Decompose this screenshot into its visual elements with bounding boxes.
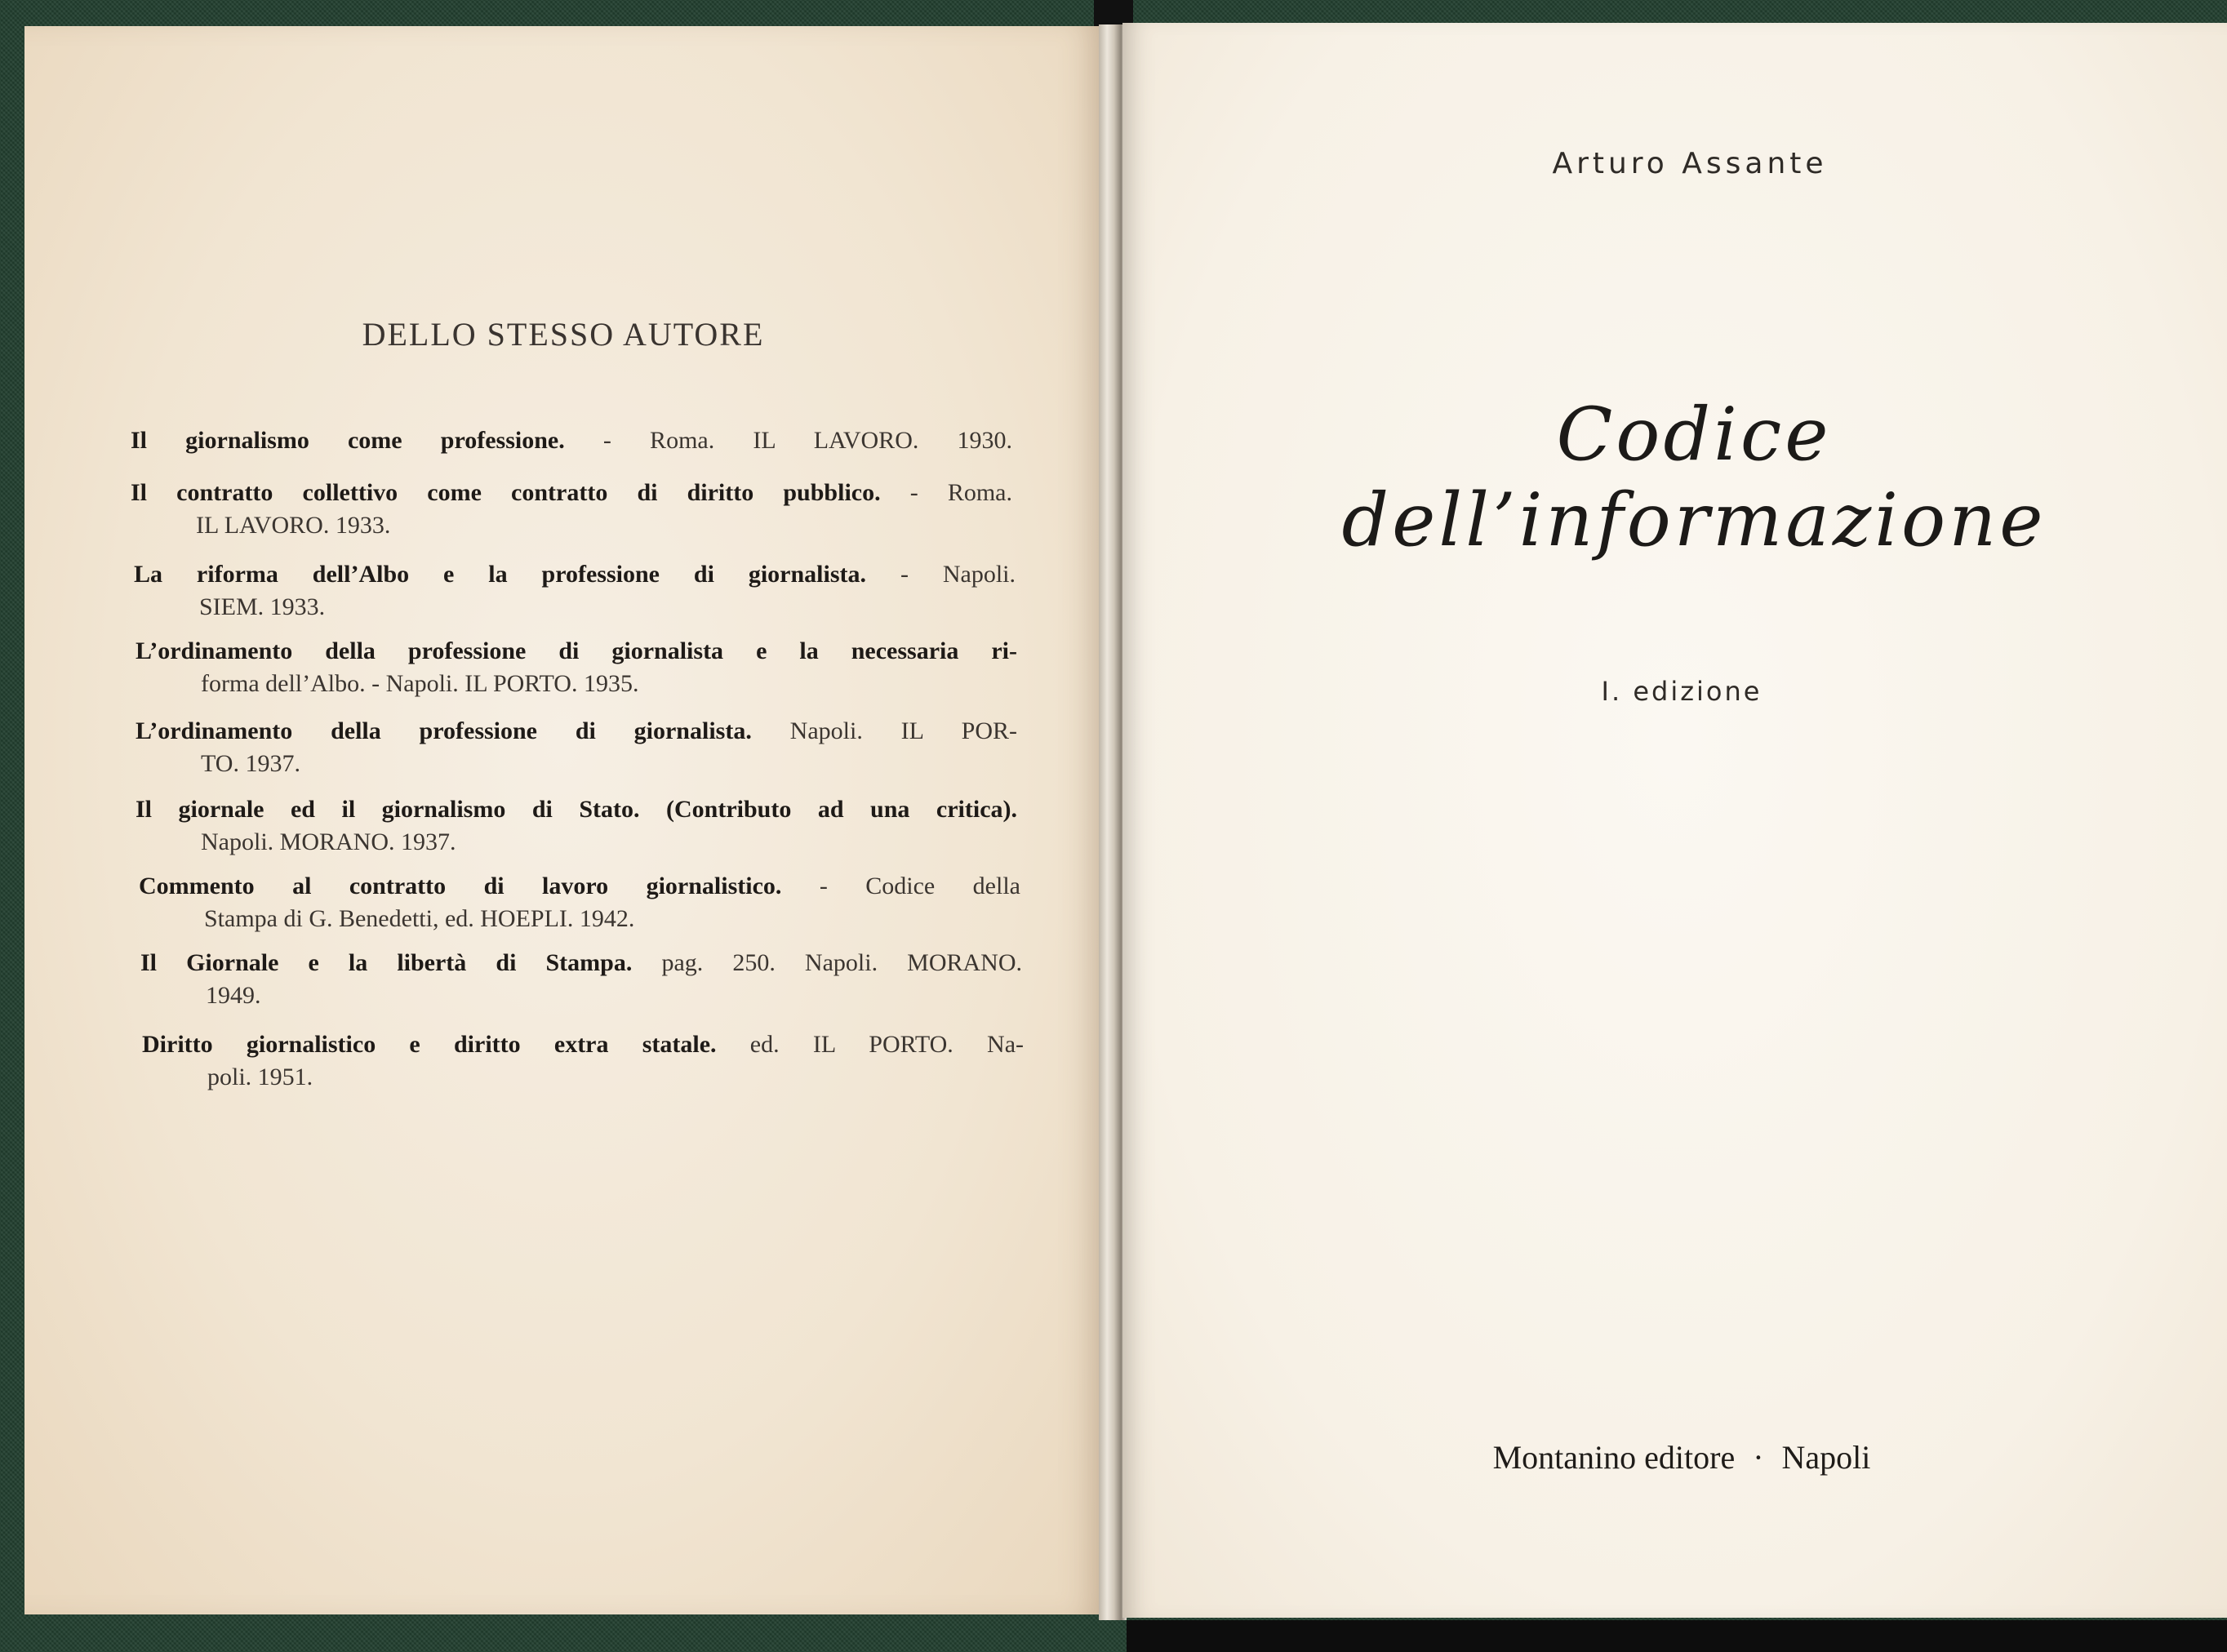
entry-title: La riforma dell’Albo e la professione di giornalista. — [134, 561, 867, 588]
publisher-line — [1420, 1438, 1943, 1477]
entry-continuation: SIEM. 1933. — [199, 593, 326, 620]
entry-continuation: Stampa di G. Benedetti, ed. HOEPLI. 1942. — [204, 905, 635, 932]
right-page — [1122, 23, 2227, 1618]
entry-details: ed. IL PORTO. Na- — [749, 1031, 1025, 1058]
entry-title: L’ordinamento della professione di giornalista e la necessaria ri- — [136, 637, 1017, 664]
entry-details: pag. 250. Napoli. MORANO. — [661, 949, 1023, 976]
entry-continuation: TO. 1937. — [201, 750, 300, 777]
publisher-name: Montanino editore — [1492, 1439, 1736, 1476]
entry-title: Diritto giornalistico e diritto extra statale. — [142, 1031, 717, 1058]
entry-title: Il giornalismo come professione. — [131, 427, 565, 454]
entry-title: L’ordinamento della professione di giornalista. — [136, 717, 752, 744]
author-name: Arturo Assante — [1552, 147, 1828, 180]
entry-details: Napoli. IL POR- — [789, 717, 1018, 744]
entry-title: Il Giornale e la libertà di Stampa. — [140, 949, 633, 976]
bibliography-entry — [131, 477, 1012, 542]
publisher-city: Napoli — [1781, 1439, 1871, 1476]
entry-title: Commento al contratto di lavoro giornalistico. — [139, 873, 782, 899]
bibliography-heading: DELLO STESSO AUTORE — [362, 316, 765, 353]
bibliography-entry — [139, 870, 1020, 935]
bibliography-entry — [131, 424, 1012, 457]
entry-title: Il contratto collettivo come contratto di diritto pubblico. — [131, 479, 881, 506]
edition-label: I. edizione — [1601, 676, 1762, 707]
entry-title: Il giornale ed il giornalismo di Stato. (Contributo ad una critica). — [136, 796, 1017, 823]
bibliography-entry — [140, 947, 1022, 1012]
separator-dot: · — [1753, 1439, 1764, 1476]
bibliography-entry — [142, 1028, 1024, 1094]
entry-continuation: Napoli. MORANO. 1937. — [201, 828, 456, 855]
entry-continuation: 1949. — [206, 982, 261, 1009]
bibliography-entry — [136, 793, 1017, 859]
entry-continuation: poli. 1951. — [207, 1064, 313, 1090]
entry-details: - Codice della — [819, 873, 1020, 899]
spine-shadow-bottom — [1127, 1620, 2227, 1652]
bibliography-entry — [136, 715, 1017, 780]
entry-details: - Roma. IL LAVORO. 1930. — [602, 427, 1013, 454]
bibliography-entry — [134, 558, 1016, 624]
entry-continuation: IL LAVORO. 1933. — [196, 512, 391, 539]
bibliography-entry — [136, 635, 1017, 700]
entry-continuation: forma dell’Albo. - Napoli. IL PORTO. 1935. — [201, 670, 639, 697]
entry-details: - Roma. — [909, 479, 1012, 506]
book-title: Codice dell’informazione — [1341, 392, 2047, 563]
entry-details: - Napoli. — [900, 561, 1016, 588]
